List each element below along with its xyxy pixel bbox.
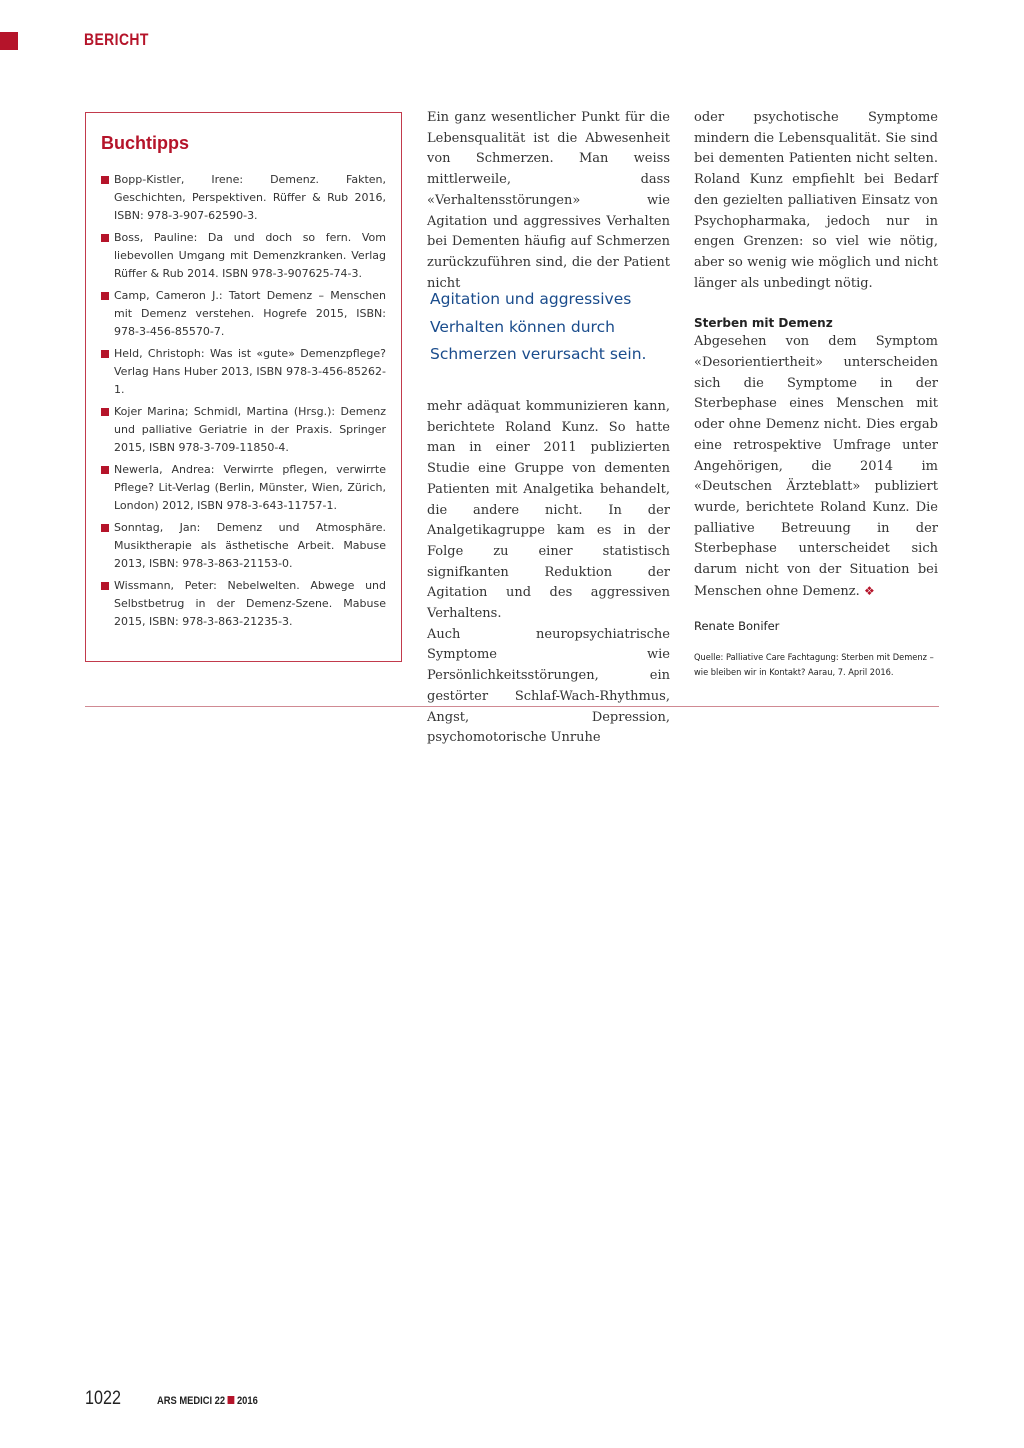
paragraph: oder psychotische Symptome mindern die Lebensqualität. Sie sind bei dementen Patienten nicht selten. Roland Kunz empfiehlt bei Bedarf den gezielten palliativen Einsatz von Psychopharmaka, jedoch nur in engen Grenzen: so viel wie nötig, aber so wenig wie möglich und nicht länger als unbedingt nötig.: [694, 110, 938, 291]
section-marker: [0, 32, 18, 50]
bullet-square-icon: [101, 408, 109, 416]
bullet-square-icon: [101, 350, 109, 358]
paragraph: Auch neuropsychiatrische Symptome wie Persönlichkeitsstörungen, ein gestörter Schlaf-Wach-Rhythmus, Angst, Depression, psychomotorische Unruhe: [427, 626, 670, 746]
bullet-square-icon: [101, 234, 109, 242]
bullet-square-icon: [101, 292, 109, 300]
book-item: Newerla, Andrea: Verwirrte pflegen, verwirrte Pflege? Lit-Verlag (Berlin, Münster, Wien, Zürich, London) 2012, ISBN 978-3-643-11757-1.: [101, 461, 386, 515]
bullet-square-icon: [101, 466, 109, 474]
article-column-right: [694, 108, 938, 681]
source-note: Quelle: Palliative Care Fachtagung: Sterben mit Demenz – wie bleiben wir in Kontakt? Aarau, 7. April 2016.: [694, 653, 934, 679]
book-item: Wissmann, Peter: Nebelwelten. Abwege und Selbstbetrug in der Demenz-Szene. Mabuse 2015, ISBN: 978-3-863-21235-3.: [101, 577, 386, 631]
article-column-middle-top: [427, 108, 670, 294]
book-item: Kojer Marina; Schmidl, Martina (Hrsg.): Demenz und palliative Geriatrie in der Praxis. Springer 2015, ISBN 978-3-709-11850-4.: [101, 403, 386, 457]
paragraph: Abgesehen von dem Symptom «Desorientiertheit» unterscheiden sich die Symptome in der Sterbephase eines Menschen mit oder ohne Demenz nicht. Dies ergab eine retrospektive Umfrage unter Angehörigen, die 2014 im «Deutschen Ärzteblatt» publiziert wurde, berichtete Roland Kunz. Die palliative Betreuung in der Sterbephase unterscheidet sich darum nicht von der Situation bei Menschen ohne Demenz. ❖: [694, 334, 938, 599]
book-item: Held, Christoph: Was ist «gute» Demenzpflege? Verlag Hans Huber 2013, ISBN 978-3-456-85262-1.: [101, 345, 386, 399]
book-tips-box: [85, 112, 402, 662]
bullet-square-icon: [101, 582, 109, 590]
divider: [85, 706, 939, 707]
paragraph: mehr adäquat kommunizieren kann, berichtete Roland Kunz. So hatte man in einer 2011 publizierten Studie eine Gruppe von dementen Patienten mit Analgetika behandelt, die andere nicht. In der Analgetikagruppe kam es in der Folge zu einer statistisch signifkanten Reduktion der Agitation und des aggressiven Verhaltens.: [427, 399, 670, 622]
paragraph: Ein ganz wesentlicher Punkt für die Lebensqualität ist die Abwesenheit von Schmerzen. Man weiss mittlerweile, dass «Verhaltensstörungen» wie Agitation und aggressives Verhalten bei Dementen häufig auf Schmerzen zurückzuführen sind, die der Patient nicht: [427, 110, 670, 291]
book-item: Camp, Cameron J.: Tatort Demenz – Menschen mit Demenz verstehen. Hogrefe 2015, ISBN: 978-3-456-85570-7.: [101, 287, 386, 341]
book-item: Bopp-Kistler, Irene: Demenz. Fakten, Geschichten, Perspektiven. Rüffer & Rub 2016, ISBN: 978-3-907-62590-3.: [101, 171, 386, 225]
journal-info: ARS MEDICI 22 2016: [157, 1395, 259, 1407]
section-label: BERICHT: [84, 30, 149, 49]
end-mark-icon: ❖: [863, 583, 875, 598]
book-list: [101, 171, 386, 631]
author-name: Renate Bonifer: [694, 619, 780, 634]
article-column-middle-bottom: [427, 397, 670, 749]
book-tips-title: Buchtipps: [101, 133, 189, 153]
footer-square-icon: [228, 1396, 235, 1404]
bullet-square-icon: [101, 524, 109, 532]
pull-quote: Agitation und aggressives Verhalten können durch Schmerzen verursacht sein.: [430, 290, 647, 363]
book-item: Boss, Pauline: Da und doch so fern. Vom liebevollen Umgang mit Demenzkranken. Verlag Rüffer & Rub 2014. ISBN 978-3-907625-74-3.: [101, 229, 386, 283]
bullet-square-icon: [101, 176, 109, 184]
page-footer: [85, 1388, 276, 1410]
book-item: Sonntag, Jan: Demenz und Atmosphäre. Musiktherapie als ästhetische Arbeit. Mabuse 2013, ISBN: 978-3-863-21153-0.: [101, 519, 386, 573]
page-number: 1022: [85, 1388, 121, 1409]
subheading: Sterben mit Demenz: [694, 316, 833, 331]
